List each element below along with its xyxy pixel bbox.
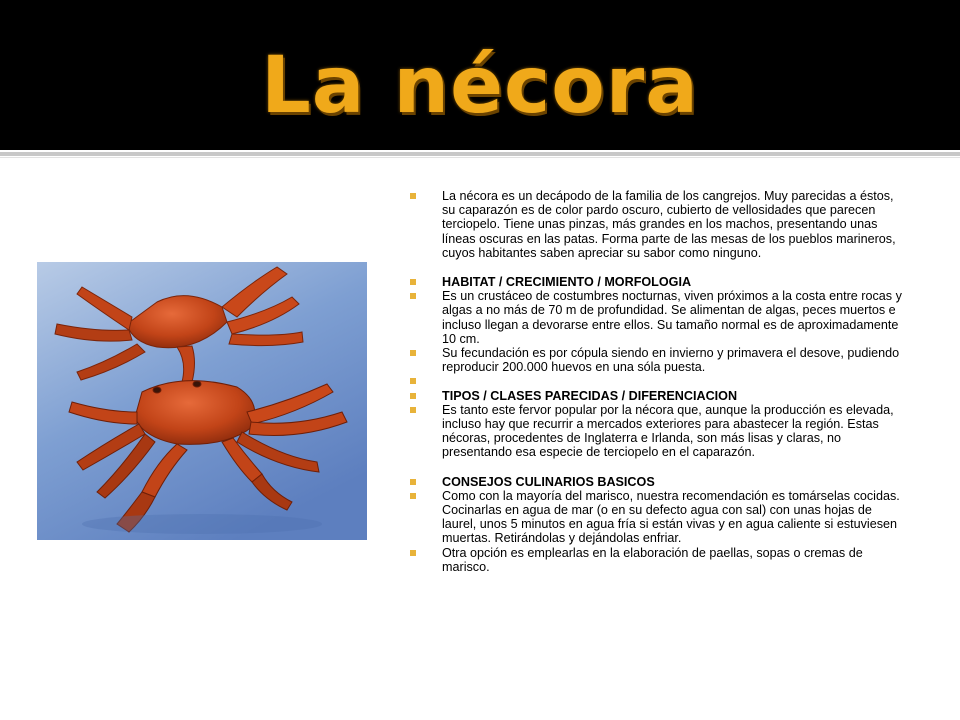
bullet-marker bbox=[410, 350, 416, 356]
bullet-consejos bbox=[410, 489, 908, 546]
bullet-marker bbox=[410, 193, 416, 199]
bullet-text: Es tanto este fervor popular por la nécora que, aunque la producción es elevada, incluso hay que recurrir a mercados exteriores para abastecer la región. Estas nécoras, procedentes de Inglaterra e Irlanda, son más lisas y claras, no presentando esa especie de terciopelo en el caparazón. bbox=[442, 402, 894, 460]
bullet-marker bbox=[410, 293, 416, 299]
bullet-marker bbox=[410, 550, 416, 556]
bullet-text: Como con la mayoría del marisco, nuestra recomendación es tomárselas cocidas. Cocinarlas en agua de mar (o en su defecto agua con sal) con unas hojas de laurel, unos 5 minutos en agua fría si están vivas y en agua caliente si estuviesen muertas. Retirándolas y dejándolas enfriar. bbox=[442, 488, 900, 546]
bullet-otra-opcion bbox=[410, 546, 908, 574]
bullet-text: CONSEJOS CULINARIOS BASICOS bbox=[442, 474, 655, 489]
bullet-text: Otra opción es emplearlas en la elaboración de paellas, sopas o cremas de marisco. bbox=[442, 545, 863, 574]
bullet-text: TIPOS / CLASES PARECIDAS / DIFERENCIACION bbox=[442, 388, 738, 403]
bullet-text: La nécora es un decápodo de la familia de los cangrejos. Muy parecidas a éstos, su caparazón es de color pardo oscuro, cubierto de vellosidades que parecen terciopelo. Tiene unas pinzas, más grandes en los machos, presentando unas líneas oscuras en las patas. Forma parte de las mesas de los pueblos marineros, cuyos habitantes saben apreciar su sabor como ninguno. bbox=[442, 189, 896, 260]
bullet-marker bbox=[410, 479, 416, 485]
bullet-text: Es un crustáceo de costumbres nocturnas, viven próximos a la costa entre rocas y algas a no más de 70 m de profundidad. Se alimentan de algas, peces muertos e incluso llegan a devorarse entre ellos. Su tamaño normal es de aproximadamente 10 cm. bbox=[442, 289, 902, 346]
bullet-heading-tipos bbox=[410, 389, 908, 403]
bullet-marker bbox=[410, 279, 416, 285]
bullet-habitat bbox=[410, 289, 908, 346]
title-divider-thin bbox=[0, 157, 960, 158]
bullet-intro bbox=[410, 189, 908, 260]
bullet-marker bbox=[410, 378, 416, 384]
bullet-marker bbox=[410, 393, 416, 399]
bullet-heading-consejos bbox=[410, 475, 908, 489]
bullet-text: Su fecundación es por cópula siendo en invierno y primavera el desove, pudiendo reproducir 200.000 huevos en una sóla puesta. bbox=[442, 346, 900, 375]
slide-title: La nécora bbox=[261, 41, 699, 131]
slide-body bbox=[410, 189, 908, 574]
bullet-marker bbox=[410, 493, 416, 499]
bullet-marker bbox=[410, 407, 416, 413]
crab-photo bbox=[37, 262, 367, 540]
bullet-tipos bbox=[410, 403, 908, 460]
bullet-heading-habitat bbox=[410, 275, 908, 289]
title-divider bbox=[0, 152, 960, 156]
bullet-text: HABITAT / CRECIMIENTO / MORFOLOGIA bbox=[442, 275, 692, 290]
bullet-empty bbox=[410, 374, 908, 388]
bullet-reproduction bbox=[410, 346, 908, 374]
